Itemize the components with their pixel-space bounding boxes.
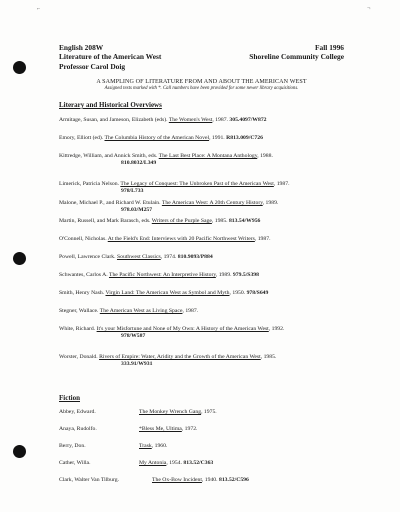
term: Fall 1996 <box>315 43 344 52</box>
corner-mark-left: ⌐ <box>37 6 41 12</box>
entry-date: , 1987. <box>254 236 271 242</box>
entry-date: , 1987. <box>182 308 199 314</box>
bibliography-entry <box>59 135 359 142</box>
entry-line <box>59 308 359 315</box>
entry-line <box>59 326 359 333</box>
entry-line <box>59 135 359 142</box>
corner-mark-right: ¬ <box>367 6 371 12</box>
entry-title: The Women's West <box>168 117 213 123</box>
entry-title: Trask <box>139 443 152 449</box>
entry-author: Berry, Don. <box>59 443 86 449</box>
entry-line <box>59 200 359 207</box>
entry-title: The Ox-Bow Incident <box>152 477 202 483</box>
call-number: R813.009/C726 <box>226 135 263 141</box>
fiction-entry <box>59 460 359 467</box>
bibliography-entry <box>59 290 359 297</box>
entry-title: The Legacy of Conquest: The Unbroken Past of the American West <box>120 181 274 187</box>
course-title: Literature of the American West <box>59 52 162 62</box>
entry-date: , 1975. <box>201 409 217 415</box>
call-number: 810.9093/P884 <box>177 254 213 260</box>
course-number: English 208W <box>59 43 104 52</box>
entry-line <box>59 290 359 297</box>
entry-title: Virgin Land: The American West as Symbol and Myth <box>105 290 230 296</box>
bibliography-entry <box>59 308 359 315</box>
college-name: Shoreline Community College <box>249 52 344 62</box>
binder-hole-top <box>13 61 26 74</box>
bibliography-entry <box>59 153 359 167</box>
fiction-entry <box>59 443 359 450</box>
bibliography-entry <box>59 272 359 279</box>
binder-hole-middle <box>13 252 26 265</box>
bibliography-entry <box>59 236 359 243</box>
section-heading-overviews: Literary and Historical Overviews <box>59 101 162 109</box>
entry-author: Powell, Lawrence Clark. <box>59 254 117 260</box>
entry-author: Clark, Walter Van Tilburg. <box>59 477 120 483</box>
entry-line <box>59 254 359 261</box>
entry-title: Rivers of Empire: Water, Aridity and the Growth of the American West <box>99 354 261 360</box>
header-left <box>59 43 161 71</box>
call-number: 979.5/S398 <box>232 272 259 278</box>
entry-author: Schwantes, Carlos A. <box>59 272 109 278</box>
entry-line <box>59 181 359 188</box>
entry-author: Stegner, Wallace. <box>59 308 100 314</box>
entry-line <box>59 218 359 225</box>
entry-title: At the Field's End: Interviews with 20 Pacific Northwest Writers <box>107 236 255 242</box>
bibliography-entry <box>59 117 359 124</box>
entry-date: , 1985. <box>211 218 229 224</box>
call-number: 813.52/C363 <box>183 460 214 466</box>
call-number: 813.52/C596 <box>218 477 249 483</box>
entry-author: Limerick, Patricia Nelson. <box>59 181 121 187</box>
entry-line <box>59 117 359 124</box>
entry-line <box>59 272 359 279</box>
entry-date: , 1954. <box>166 460 184 466</box>
entry-author: Anaya, Rudolfo. <box>59 426 97 432</box>
entry-continuation <box>59 333 359 340</box>
entry-continuation <box>59 160 359 167</box>
entry-author: Malone, Michael P., and Richard W. Etulain. <box>59 200 162 206</box>
entry-date: , 1992. <box>268 326 285 332</box>
entry-date: , 1989. <box>262 200 279 206</box>
entry-date: , 1974. <box>160 254 178 260</box>
entry-title: *Bless Me, Ultima <box>139 426 182 432</box>
fiction-entry <box>59 477 359 484</box>
professor-name: Professor Carol Doig <box>59 61 126 71</box>
entry-date: , 1988. <box>257 153 273 159</box>
entry-date: , 1940. <box>201 477 219 483</box>
fiction-entry <box>59 426 359 433</box>
bibliography-entry <box>59 254 359 261</box>
entry-continuation <box>59 207 359 214</box>
call-number: 978/S649 <box>246 290 269 296</box>
entry-title: It's your Misfortune and None of My Own: A History of the American West <box>96 326 269 332</box>
fiction-entry <box>59 409 359 416</box>
entry-title: The Pacific Northwest: An Interpretive History <box>108 272 216 278</box>
bibliography-entry <box>59 326 359 340</box>
call-number: 978/L733 <box>121 188 144 195</box>
section-heading-fiction: Fiction <box>59 394 80 402</box>
call-number: 978/W587 <box>121 333 146 340</box>
binder-hole-bottom <box>13 445 26 458</box>
entry-date: , 1960. <box>151 443 168 449</box>
entry-continuation <box>59 361 359 368</box>
bibliography-entry <box>59 200 359 214</box>
entry-title: The American West as Living Space <box>99 308 183 314</box>
entry-author: Cather, Willa. <box>59 460 91 466</box>
entry-continuation <box>59 188 359 195</box>
entry-author: White, Richard. <box>59 326 97 332</box>
entry-author: Kittredge, William, and Annick Smith, eds. <box>59 153 159 159</box>
bibliography-entry <box>59 181 359 195</box>
entry-date: , 1989. <box>215 272 233 278</box>
entry-date: , 1987. <box>273 181 290 187</box>
entry-author: Emory, Elliott (ed). <box>59 135 105 141</box>
entry-title: Writers of the Purple Sage <box>151 218 212 224</box>
call-number: 978.03/M257 <box>121 207 153 214</box>
entry-title: Southwest Classics <box>116 254 161 260</box>
entry-author: O'Connell, Nicholas. <box>59 236 108 242</box>
entry-date: , 1991. <box>209 135 227 141</box>
entry-author: Armitage, Susan, and Jameson, Elizabeth (eds). <box>59 117 169 123</box>
entry-author: Worster, Donald. <box>59 354 100 360</box>
entry-line <box>59 153 359 160</box>
header-right <box>249 43 344 62</box>
title-block <box>59 79 344 92</box>
entry-line <box>59 236 359 243</box>
bibliography-entry <box>59 218 359 225</box>
entry-date: , 1985. <box>260 354 277 360</box>
entry-author: Abbey, Edward. <box>59 409 96 415</box>
call-number: 333.91/W931 <box>121 361 153 368</box>
call-number: 305.4097/W872 <box>229 117 267 123</box>
entry-date: , 1972. <box>181 426 198 432</box>
entry-title: My Antonia <box>139 460 167 466</box>
entry-title: The Last Best Place: A Montana Anthology <box>158 153 258 159</box>
entry-title: The American West: A 20th Century History <box>161 200 263 206</box>
entry-line <box>59 354 359 361</box>
entry-author: Smith, Henry Nash. <box>59 290 106 296</box>
entry-date: , 1950. <box>229 290 247 296</box>
entry-title: The Monkey Wrench Gang <box>139 409 202 415</box>
bibliography-entry <box>59 354 359 368</box>
entry-date: , 1987. <box>212 117 230 123</box>
call-number: 813.54/W956 <box>228 218 261 224</box>
page-title: A SAMPLING OF LITERATURE FROM AND ABOUT THE AMERICAN WEST <box>96 79 307 85</box>
entry-title: The Columbia History of the American Novel <box>104 135 210 141</box>
call-number: 810.8032/L349 <box>121 160 157 167</box>
entry-author: Martin, Russell, and Mark Barasch, eds. <box>59 218 152 224</box>
page-subtitle: Assigned texts marked with *. Call numbers have been provided for some newer library acquisitions. <box>104 86 299 92</box>
